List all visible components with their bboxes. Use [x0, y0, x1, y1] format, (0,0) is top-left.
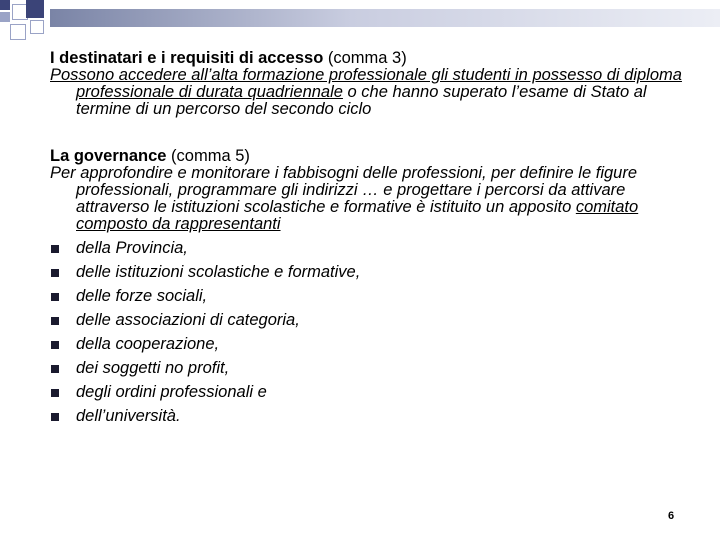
list-item: [50, 384, 690, 408]
square-bullet-icon: [51, 413, 59, 421]
decor-square: [10, 24, 26, 40]
heading-comma: (comma 3): [323, 49, 407, 67]
heading-bold: La governance: [50, 147, 167, 165]
decor-square: [26, 0, 44, 18]
list-item-text: degli ordini professionali e: [76, 383, 267, 401]
page-number: 6: [668, 510, 675, 522]
list-item-text: dei soggetti no profit,: [76, 359, 230, 377]
underlined-text: comitato composto da rappresentanti: [76, 198, 639, 233]
decor-square: [0, 12, 10, 22]
list-item: [50, 408, 690, 432]
square-bullet-icon: [51, 365, 59, 373]
square-bullet-icon: [51, 341, 59, 349]
section-heading-governance: [50, 148, 690, 165]
heading-bold: I destinatari e i requisiti di accesso: [50, 49, 324, 67]
title-bar: [50, 9, 720, 27]
para-text: o che hanno superato l’esame di Stato al termine di un percorso del secondo ciclo: [76, 83, 647, 118]
decor-square: [0, 0, 10, 10]
section-heading-access: [50, 50, 690, 67]
square-bullet-icon: [51, 317, 59, 325]
list-item-text: della cooperazione,: [76, 335, 220, 353]
list-item: [50, 240, 690, 264]
slide-body: [50, 50, 690, 432]
list-item-text: dell’università.: [76, 407, 181, 425]
governance-paragraph: [50, 165, 690, 233]
list-item: [50, 264, 690, 288]
decor-square: [30, 20, 44, 34]
list-item-text: delle istituzioni scolastiche e formative,: [76, 263, 361, 281]
square-bullet-icon: [51, 389, 59, 397]
para-text: Per approfondire e monitorare i fabbisogni delle professioni, per definire le figure professionali, programmare gli indirizzi … e progettare i percorsi da attivare attraverso le istituzioni scolastiche e formative è istituito un apposito: [50, 164, 638, 216]
list-item-text: della Provincia,: [76, 239, 188, 257]
list-item: [50, 288, 690, 312]
access-paragraph: [50, 67, 690, 118]
list-item: [50, 336, 690, 360]
list-item: [50, 312, 690, 336]
title-decoration: [0, 0, 720, 50]
heading-comma: (comma 5): [166, 147, 250, 165]
underlined-text: Possono accedere all’alta formazione professionale gli studenti in possesso di diploma professionale di durata quadriennale: [50, 66, 682, 101]
list-item-text: delle associazioni di categoria,: [76, 311, 300, 329]
list-item-text: delle forze sociali,: [76, 287, 208, 305]
square-bullet-icon: [51, 245, 59, 253]
square-bullet-icon: [51, 293, 59, 301]
committee-members-list: [50, 240, 690, 432]
square-bullet-icon: [51, 269, 59, 277]
list-item: [50, 360, 690, 384]
